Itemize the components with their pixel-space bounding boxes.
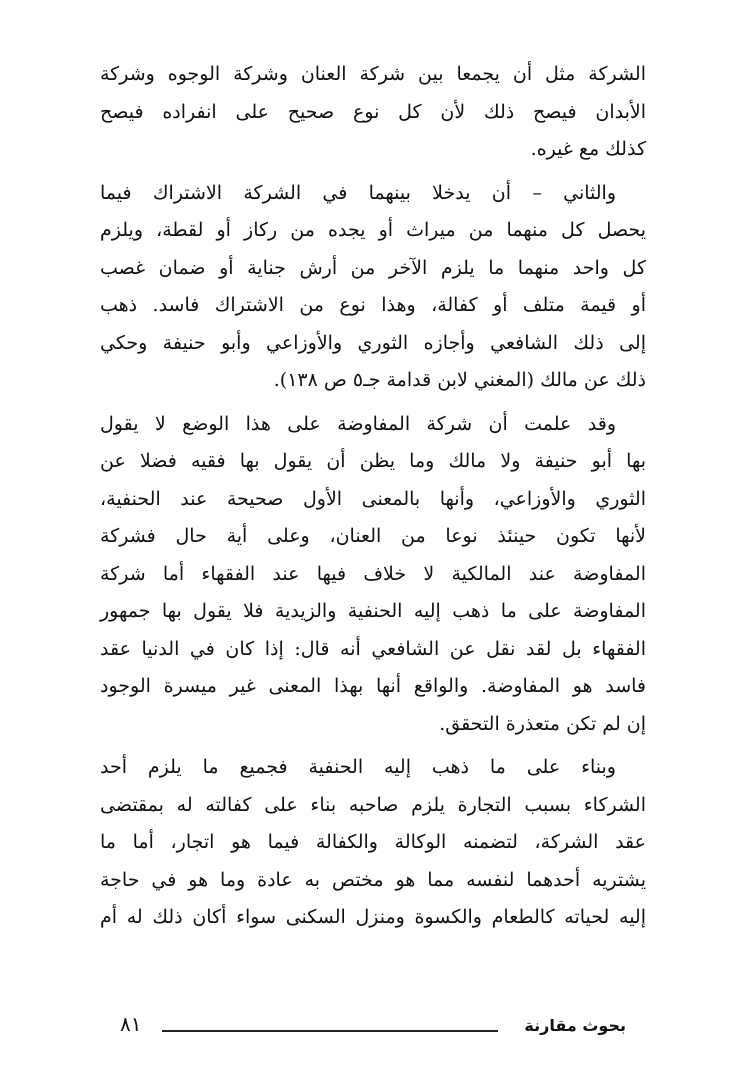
running-title: بحوث مقارنة (524, 1016, 626, 1035)
text-line: الشركة مثل أن يجمعا بين شركة العنان وشركة الوجوه وشركة (100, 63, 646, 85)
paragraph-4 (100, 749, 646, 937)
text-line: وبناء على ما ذهب إليه الحنفية فجميع ما يلزم أحد (100, 756, 616, 778)
text-line: إن لم تكن متعذرة التحقق. (439, 712, 646, 735)
text-line: المفاوضة عند المالكية لا خلاف فيها عند الفقهاء أما شركة (100, 562, 646, 585)
footer-rule (162, 1030, 498, 1032)
text-line: كل واحد منهما ما يلزم الآخر من أرش جناية أو ضمان غصب (100, 256, 646, 279)
paragraph-2 (100, 175, 646, 400)
text-line: فاسد هو المفاوضة. والواقع أنها بهذا المعنى غير ميسرة الوجود (100, 675, 646, 697)
text-line: ذلك عن مالك (المغني لابن قدامة جـ٥ ص ١٣٨). (273, 369, 646, 391)
text-line: يشتريه أحدهما لنفسه مما هو مختص به عادة وما هو في حاجة (100, 868, 646, 891)
text-line: المفاوضة على ما ذهب إليه الحنفية والزيدية فلا يقول بها جمهور (100, 600, 646, 622)
text-line: يحصل كل منهما من ميراث أو يجده من ركاز أو لقطة، ويلزم (100, 219, 646, 241)
paragraph-1 (100, 56, 646, 169)
text-line: أو قيمة متلف أو كفالة، وهذا نوع من الاشتراك فاسد. ذهب (100, 294, 646, 316)
text-line: الفقهاء بل لقد نقل عن الشافعي أنه قال: إذا كان في الدنيا عقد (100, 637, 646, 660)
text-line: وقد علمت أن شركة المفاوضة على هذا الوضع لا يقول (100, 412, 616, 435)
text-line: عقد الشركة، لتضمنه الوكالة والكفالة فيما هو اتجار، أما ما (100, 831, 646, 853)
text-line: إلى ذلك الشافعي وأجازه الثوري والأوزاعي وأبو حنيفة وحكي (100, 331, 646, 354)
text-line: الشركاء بسبب التجارة يلزم صاحبه بناء على كفالته له بمقتضى (100, 793, 646, 816)
text-line: بها أبو حنيفة ولا مالك وما يظن أن يقول بها فقيه فضلا عن (100, 450, 646, 472)
page-number: ٨١ (120, 1012, 142, 1036)
text-line: الثوري والأوزاعي، وأنها بالمعنى الأول صحيحة عند الحنفية، (100, 487, 646, 510)
text-line: كذلك مع غيره. (530, 138, 646, 160)
text-line: والثاني – أن يدخلا بينهما في الشركة الاشتراك فيما (100, 181, 616, 204)
text-line: الأبدان فيصح ذلك لأن كل نوع صحيح على انفراده فيصح (100, 100, 646, 123)
paragraph-3 (100, 406, 646, 744)
page-body (100, 56, 646, 943)
page-footer (100, 1010, 646, 1046)
text-line: لأنها تكون حينئذ نوعا من العنان، وعلى أية حال فشركة (100, 525, 646, 547)
text-line: إليه لحياته كالطعام والكسوة ومنزل السكنى سواء أكان ذلك له أم (100, 906, 646, 928)
